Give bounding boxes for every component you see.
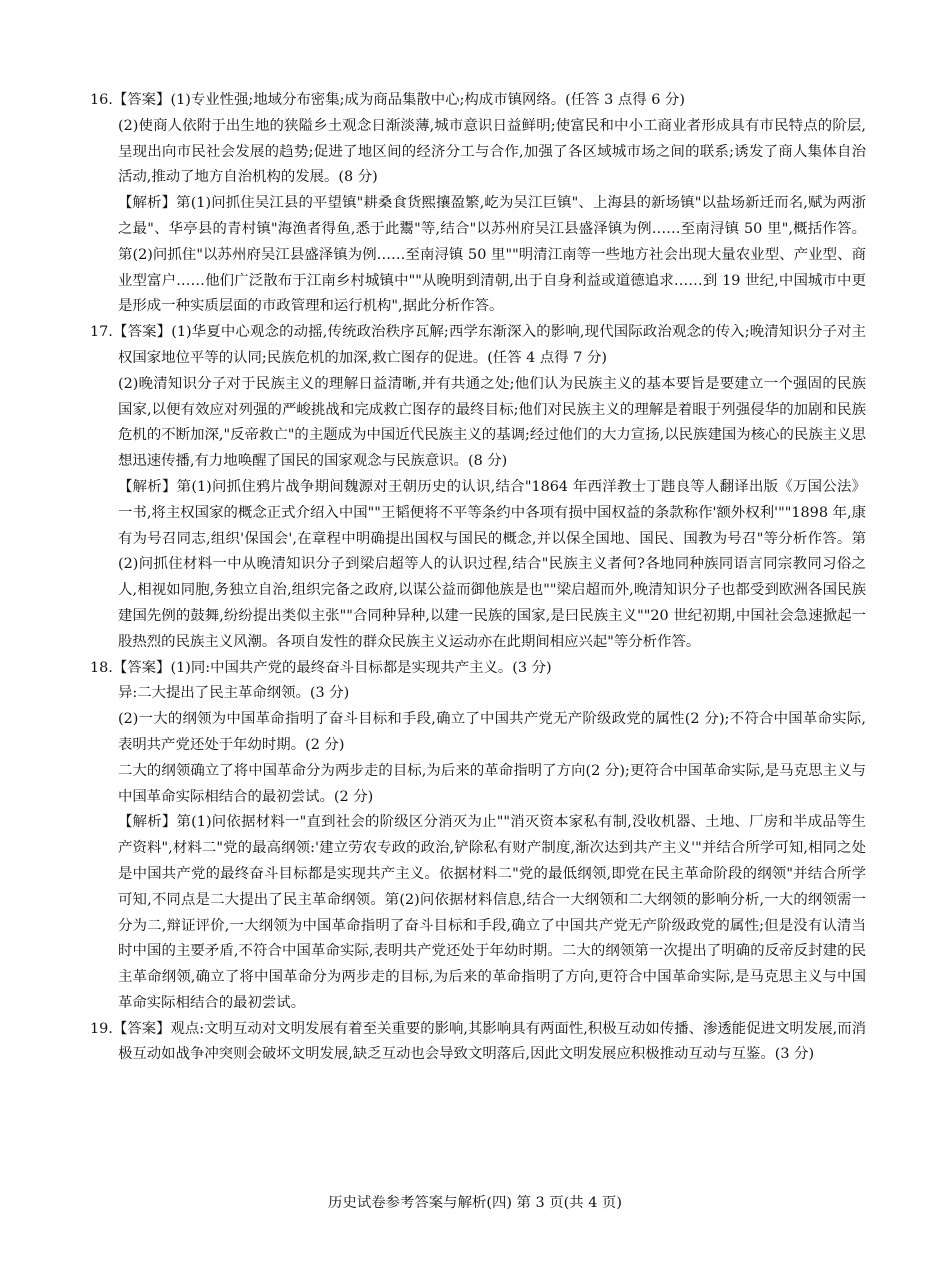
q17-answer-1: 17.【答案】(1)华夏中心观念的动摇,传统政治秩序瓦解;西学东渐深入的影响,现代国际政治观念的传入;晚清知识分子对主权国家地位平等的认同;民族危机的加深,救亡图存的促进。(任答 4 点得 7 分)	[90, 324, 866, 366]
q16-answer-1: 16.【答案】(1)专业性强;地域分布密集;成为商品集散中心;构成市镇网络。(任答 3 点得 6 分)	[90, 92, 685, 108]
q16-analysis: 【解析】第(1)问抓住吴江县的平望镇"耕桑食货熙攘盈繁,屹为吴江巨镇"、上海县的新场镇"以盐场新迁而名,赋为两浙之最"、华亭县的青村镇"海渔者得鱼,悉于此鬻"等,结合"以苏州府吴江县盛泽镇为例……至南浔镇 50 里",概括作答。第(2)问抓住"以苏州府吴江县盛泽镇为例……至南浔镇 50 里""明清江南等一些地方社会出现大量农业型、产业型、商业型富户……他们广泛散布于江南乡村城镇中""从晚明到清朝,出于自身利益或道德追求……到 19 世纪,中国城市中更是形成一种实质层面的市政管理和运行机构",据此分析作答。	[118, 195, 866, 315]
q18-answer-4: 二大的纲领确立了将中国革命分为两步走的目标,为后来的革命指明了方向(2 分);更符合中国革命实际,是马克思主义与中国革命实际相结合的最初尝试。(2 分)	[118, 762, 866, 805]
q18-answer-1: 18.【答案】(1)同:中国共产党的最终奋斗目标都是实现共产主义。(3 分)	[90, 659, 552, 676]
q18-analysis: 【解析】第(1)问依据材料一"直到社会的阶级区分消灭为止""消灭资本家私有制,没收机器、土地、厂房和半成品等生产资料",材料二"党的最高纲领:'建立劳农专政的政治,铲除私有财产制度,渐次达到共产主义'"并结合所学可知,相同之处是中国共产党的最终奋斗目标都是实现共产主义。依据材料二"党的最低纲领,即党在民主革命阶段的纲领"并结合所学可知,不同点是二大提出了民主革命纲领。第(2)问依据材料信息,结合一大纲领和二大纲领的影响分析,一大的纲领需一分为二,辩证评价,一大纲领为中国革命指明了奋斗目标和手段,确立了中国共产党无产阶级政党的属性;但是没有认清当时中国的主要矛盾,不符合中国革命实际,表明共产党还处于年幼时期。二大的纲领第一次提出了明确的反帝反封建的民主革命纲领,确立了将中国革命分为两步走的目标,为后来的革命指明了方向,更符合中国革命实际,是马克思主义与中国革命实际相结合的最初尝试。	[118, 814, 866, 1011]
q19-answer-1: 19.【答案】观点:文明互动对文明发展有着至关重要的影响,其影响具有两面性,积极互动如传播、渗透能促进文明发展,而消极互动如战争冲突则会破坏文明发展,缺乏互动也会导致文明落后,因此文明发展应积极推动互动与互鉴。(3 分)	[90, 1020, 866, 1063]
q18-answer-3: (2)一大的纲领为中国革命指明了奋斗目标和手段,确立了中国共产党无产阶级政党的属性(2 分);不符合中国革命实际,表明共产党还处于年幼时期。(2 分)	[118, 711, 866, 753]
q17-analysis: 【解析】第(1)问抓住鸦片战争期间魏源对王朝历史的认识,结合"1864 年西洋教士丁韪良等人翻译出版《万国公法》一书,将主权国家的概念正式介绍入中国""王韬便将不平等条约中各项有损中国权益的条款称作'额外权利'""1898 年,康有为号召同志,组织'保国会',在章程中明确提出国权与国民的概念,并以保全国地、国民、国教为号召"等分析作答。第(2)问抓住材料一中从晚清知识分子到梁启超等人的认识过程,结合"民族主义者何?各地同种族同语言同宗教同习俗之人,相视如同胞,务独立自治,组织完备之政府,以谋公益而御他族是也""梁启超而外,晚清知识分子也都受到欧洲各国民族建国先例的鼓舞,纷纷提出类似主张""合同种异种,以建一民族的国家,是曰民族主义""20 世纪初期,中国社会急速掀起一股热烈的民族主义风潮。各项自发性的群众民族主义运动亦在此期间相应兴起"等分析作答。	[118, 478, 866, 650]
q16-answer-2: (2)使商人依附于出生地的狭隘乡土观念日渐淡薄,城市意识日益鲜明;使富民和中小工商业者形成具有市民特点的阶层,呈现出向市民社会发展的趋势;促进了地区间的经济分工与合作,加强了各区域城市场之间的联系;诱发了商人集体自治活动,推动了地方自治机构的发展。(8 分)	[118, 117, 866, 186]
answer-page	[90, 88, 866, 1068]
q17-answer-2: (2)晚清知识分子对于民族主义的理解日益清晰,并有共通之处;他们认为民族主义的基本要旨是要建立一个强固的民族国家,以便有效应对列强的严峻挑战和完成救亡图存的最终目标;他们对民族主义的理解是着眼于列强侵华的加剧和民族危机的不断加深,"反帝救亡"的主题成为中国近代民族主义的基调;经过他们的大力宣扬,以民族建国为核心的民族主义思想迅速传播,有力地唤醒了国民的国家观念与民族意识。(8 分)	[118, 375, 866, 470]
q18-answer-2: 异:二大提出了民主革命纲领。(3 分)	[118, 685, 350, 702]
page-footer: 历史试卷参考答案与解析(四) 第 3 页(共 4 页)	[328, 1195, 622, 1211]
